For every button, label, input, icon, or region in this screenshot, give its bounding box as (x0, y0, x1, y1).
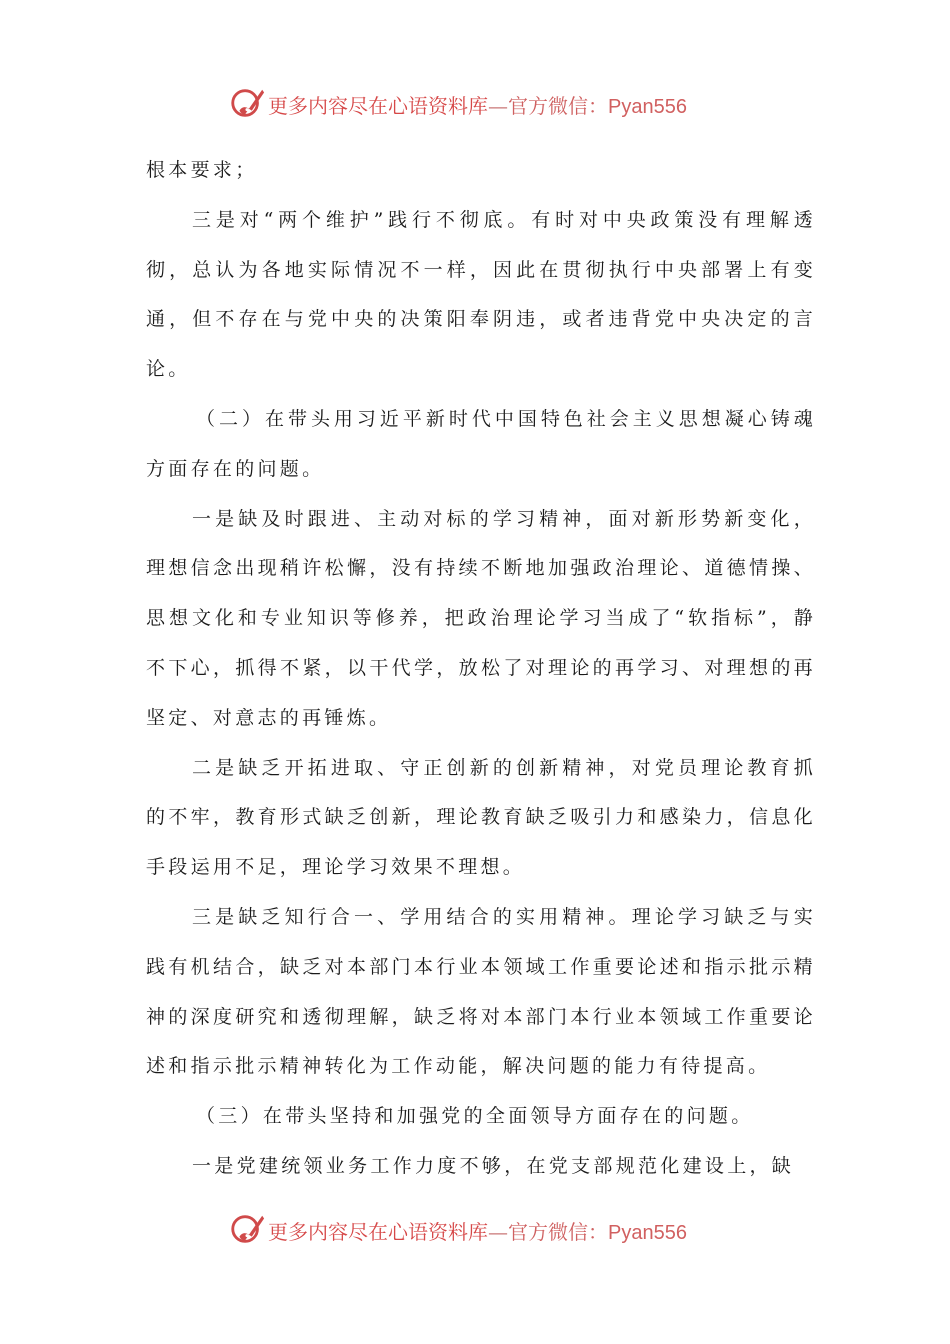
document-body (146, 146, 816, 1192)
header-banner-dash: — (488, 94, 508, 118)
header-banner-text (268, 90, 687, 119)
header-banner-wechat-id: Pyan556 (608, 96, 687, 118)
footer-banner (0, 1210, 950, 1250)
footer-banner-dash: — (488, 1220, 508, 1244)
section-heading-three: （三）在带头坚持和加强党的全面领导方面存在的问题。 (196, 1105, 754, 1128)
header-banner-wechat-label: 官方微信： (508, 94, 608, 118)
paragraph-item-two: 二是缺乏开拓进取、守正创新的创新精神，对党员理论教育抓的不牢，教育形式缺乏创新，理论教育缺乏吸引力和感染力，信息化手段运用不足，理论学习效果不理想。 (146, 756, 816, 879)
footer-banner-title: 更多内容尽在心语资料库 (268, 1220, 488, 1244)
footer-banner-wechat-id: Pyan556 (608, 1222, 687, 1244)
paragraph-item-one-b: 一是党建统领业务工作力度不够，在党支部规范化建设上，缺 (192, 1154, 795, 1177)
header-banner-title: 更多内容尽在心语资料库 (268, 94, 488, 118)
paragraph-item-one: 一是缺及时跟进、主动对标的学习精神，面对新形势新变化，理想信念出现稍许松懈，没有持续不断地加强政治理论、道德情操、思想文化和专业知识等修养，把政治理论学习当成了“软指标”，静不下心，抓得不紧，以干代学，放松了对理论的再学习、对理想的再坚定、对意志的再锤炼。 (146, 507, 816, 729)
footer-banner-wechat-label: 官方微信： (508, 1220, 608, 1244)
header-banner (0, 84, 950, 124)
section-heading-two: （二）在带头用习近平新时代中国特色社会主义思想凝心铸魂方面存在的问题。 (146, 407, 816, 480)
paragraph-item-three-b: 三是缺乏知行合一、学用结合的实用精神。理论学习缺乏与实践有机结合，缺乏对本部门本行业本领域工作重要论述和指示批示精神的深度研究和透彻理解，缺乏将对本部门本行业本领域工作重要论述和指示批示精神转化为工作动能，解决问题的能力有待提高。 (146, 905, 816, 1078)
pen-nib-logo-icon (228, 84, 266, 122)
paragraph-item-three: 三是对“两个维护”践行不彻底。有时对中央政策没有理解透彻，总认为各地实际情况不一样，因此在贯彻执行中央部署上有变通，但不存在与党中央的决策阳奉阴违，或者违背党中央决定的言论。 (146, 208, 816, 381)
pen-nib-logo-icon (228, 1210, 266, 1248)
paragraph-continuation: 根本要求； (146, 159, 258, 181)
footer-banner-text (268, 1216, 687, 1245)
